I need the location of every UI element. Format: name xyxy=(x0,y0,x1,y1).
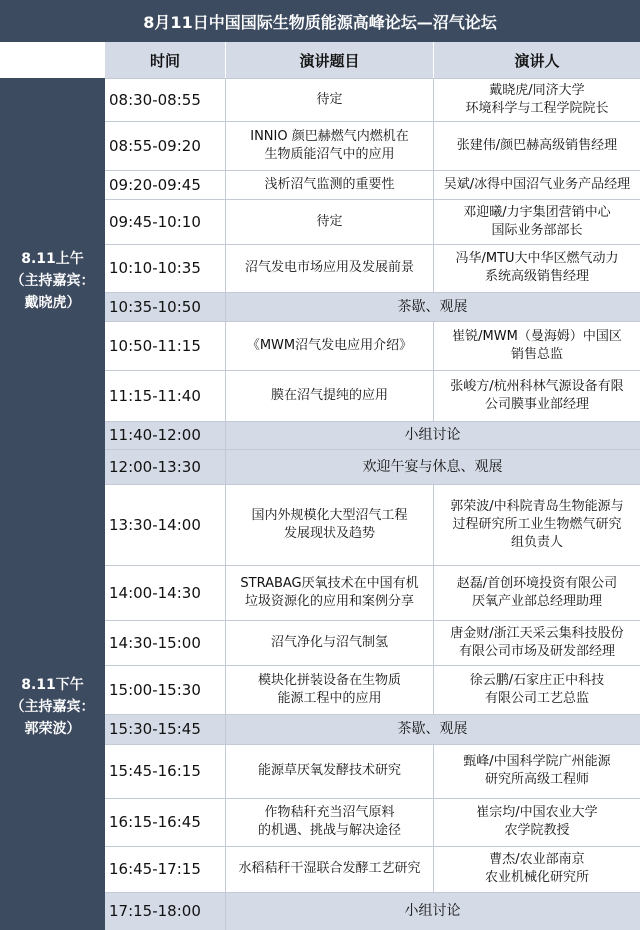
row-topic: 能源草厌氧发酵技术研究 xyxy=(257,763,401,778)
session-label-afternoon xyxy=(0,484,105,930)
column-divider xyxy=(225,714,226,744)
row-time: 10:10-10:35 xyxy=(109,259,201,277)
column-divider xyxy=(225,484,226,565)
row-divider xyxy=(105,449,640,450)
column-divider xyxy=(225,170,226,199)
row-time: 13:30-14:00 xyxy=(109,515,201,534)
row-speaker: 冯华/MTU大中华区燃气动力 系统高级销售经理 xyxy=(455,251,619,284)
column-divider xyxy=(433,199,434,244)
row-divider xyxy=(105,244,640,245)
row-divider xyxy=(105,421,640,422)
row-topic: 国内外规模化大型沼气工程 发展现状及趋势 xyxy=(251,507,408,541)
column-divider xyxy=(433,170,434,199)
row-topic: STRABAG厌氧技术在中国有机 垃圾资源化的应用和案例分享 xyxy=(240,575,419,609)
row-divider xyxy=(105,370,640,371)
row-divider xyxy=(105,714,640,715)
row-time: 17:15-18:00 xyxy=(105,892,225,930)
column-divider xyxy=(225,892,226,930)
row-topic: 待定 xyxy=(316,91,343,107)
column-divider xyxy=(433,370,434,421)
header-divider xyxy=(433,42,434,78)
row-divider xyxy=(105,744,640,745)
row-speaker: 张峻方/杭州科林气源设备有限 公司膜事业部经理 xyxy=(450,378,624,412)
row-break-label: 茶歇、观展 xyxy=(225,714,640,744)
column-divider xyxy=(225,744,226,798)
row-speaker: 崔宗均/中国农业大学 农学院教授 xyxy=(476,805,598,838)
row-break-label: 欢迎午宴与休息、观展 xyxy=(225,449,640,484)
row-divider xyxy=(105,321,640,322)
column-divider xyxy=(225,449,226,484)
row-speaker: 徐云鹏/石家庄正中科技 有限公司工艺总监 xyxy=(469,672,605,706)
row-speaker: 赵磊/首创环境投资有限公司 厌氧产业部总经理助理 xyxy=(456,575,618,609)
row-time: 11:15-11:40 xyxy=(109,386,201,405)
column-divider xyxy=(225,565,226,620)
row-time: 09:20-09:45 xyxy=(109,175,201,194)
row-divider xyxy=(105,565,640,566)
row-time: 15:45-16:15 xyxy=(109,762,201,780)
row-divider xyxy=(105,170,640,171)
row-speaker: 唐金财/浙江天采云集科技股份 有限公司市场及研发部经理 xyxy=(450,625,624,659)
session-morning-host-label: （主持嘉宾： xyxy=(10,273,95,289)
row-divider xyxy=(105,121,640,122)
header-speaker: 演讲人 xyxy=(434,42,640,78)
header-time: 时间 xyxy=(105,42,225,78)
column-divider xyxy=(225,846,226,892)
column-divider xyxy=(225,421,226,449)
row-speaker: 崔锐/MWM（曼海姆）中国区 销售总监 xyxy=(452,328,622,362)
row-topic: 《MWM沼气发电应用介绍》 xyxy=(246,337,413,353)
row-time: 14:30-15:00 xyxy=(109,633,201,652)
row-divider xyxy=(105,798,640,799)
page-title: 8月11日中国国际生物质能源高峰论坛—沼气论坛 xyxy=(0,0,640,42)
column-divider xyxy=(433,744,434,798)
column-divider xyxy=(433,121,434,170)
row-time: 11:40-12:00 xyxy=(105,421,225,449)
column-divider xyxy=(433,846,434,892)
session-afternoon-host-label: （主持嘉宾： xyxy=(10,699,95,715)
row-time: 12:00-13:30 xyxy=(105,449,225,484)
row-divider xyxy=(105,292,640,293)
row-speaker: 戴晓虎/同济大学 环境科学与工程学院院长 xyxy=(465,82,609,116)
row-divider xyxy=(105,892,640,893)
row-time: 08:30-08:55 xyxy=(109,90,201,109)
row-speaker: 张建伟/颜巴赫高级销售经理 xyxy=(456,137,618,153)
row-divider xyxy=(105,846,640,847)
row-time: 16:15-16:45 xyxy=(109,813,201,831)
column-divider xyxy=(225,620,226,665)
row-topic: 浅析沼气监测的重要性 xyxy=(264,176,395,192)
row-speaker: 曹杰/农业部南京 农业机械化研究所 xyxy=(484,852,589,885)
row-divider xyxy=(105,199,640,200)
row-topic: 沼气净化与沼气制氢 xyxy=(270,634,388,650)
row-break-label: 茶歇、观展 xyxy=(225,292,640,321)
session-afternoon-host-name: 郭荣波） xyxy=(24,721,81,737)
row-divider xyxy=(105,665,640,666)
column-divider xyxy=(433,665,434,714)
session-label-morning xyxy=(0,78,105,484)
column-divider xyxy=(225,78,226,121)
row-divider xyxy=(105,620,640,621)
row-speaker: 邓迎曦/力宇集团营销中心 国际业务部部长 xyxy=(463,204,611,238)
row-divider xyxy=(105,484,640,485)
row-topic: INNIO 颜巴赫燃气内燃机在 生物质能沼气中的应用 xyxy=(250,128,409,162)
session-afternoon-date: 8.11下午 xyxy=(21,677,84,693)
row-topic: 水稻秸秆干湿联合发酵工艺研究 xyxy=(238,861,421,876)
column-divider xyxy=(433,78,434,121)
session-morning-date: 8.11上午 xyxy=(21,251,84,267)
column-divider xyxy=(433,244,434,292)
row-topic: 作物秸秆充当沼气原料 的机遇、挑战与解决途径 xyxy=(257,805,401,838)
row-speaker: 甄峰/中国科学院广州能源 研究所高级工程师 xyxy=(463,754,611,787)
column-divider xyxy=(433,484,434,565)
row-time: 10:35-10:50 xyxy=(105,292,225,321)
row-topic: 膜在沼气提纯的应用 xyxy=(270,387,388,403)
row-speaker: 吴斌/冰得中国沼气业务产品经理 xyxy=(443,176,631,192)
header-topic: 演讲题目 xyxy=(226,42,433,78)
column-divider xyxy=(433,620,434,665)
row-divider xyxy=(105,78,640,79)
column-divider xyxy=(225,199,226,244)
column-divider xyxy=(225,321,226,370)
row-break-label: 小组讨论 xyxy=(225,421,640,449)
row-time: 10:50-11:15 xyxy=(109,336,201,355)
column-divider xyxy=(225,121,226,170)
column-divider xyxy=(433,798,434,846)
row-time: 15:30-15:45 xyxy=(105,714,225,744)
row-time: 09:45-10:10 xyxy=(109,212,201,231)
row-time: 14:00-14:30 xyxy=(109,583,201,602)
column-divider xyxy=(225,665,226,714)
column-divider xyxy=(225,370,226,421)
row-topic: 沼气发电市场应用及发展前景 xyxy=(244,260,414,275)
row-topic: 待定 xyxy=(316,213,343,229)
row-break-label: 小组讨论 xyxy=(225,892,640,930)
row-speaker: 郭荣波/中科院青岛生物能源与 过程研究所工业生物燃气研究 组负责人 xyxy=(450,498,624,550)
row-time: 08:55-09:20 xyxy=(109,136,201,155)
row-time: 16:45-17:15 xyxy=(109,860,201,878)
session-morning-host-name: 戴晓虎） xyxy=(24,295,81,311)
row-time: 15:00-15:30 xyxy=(109,680,201,699)
column-divider xyxy=(433,321,434,370)
row-topic: 模块化拼装设备在生物质 能源工程中的应用 xyxy=(257,672,401,706)
column-divider xyxy=(225,292,226,321)
column-divider xyxy=(225,798,226,846)
header-divider xyxy=(225,42,226,78)
column-divider xyxy=(433,565,434,620)
column-divider xyxy=(225,244,226,292)
